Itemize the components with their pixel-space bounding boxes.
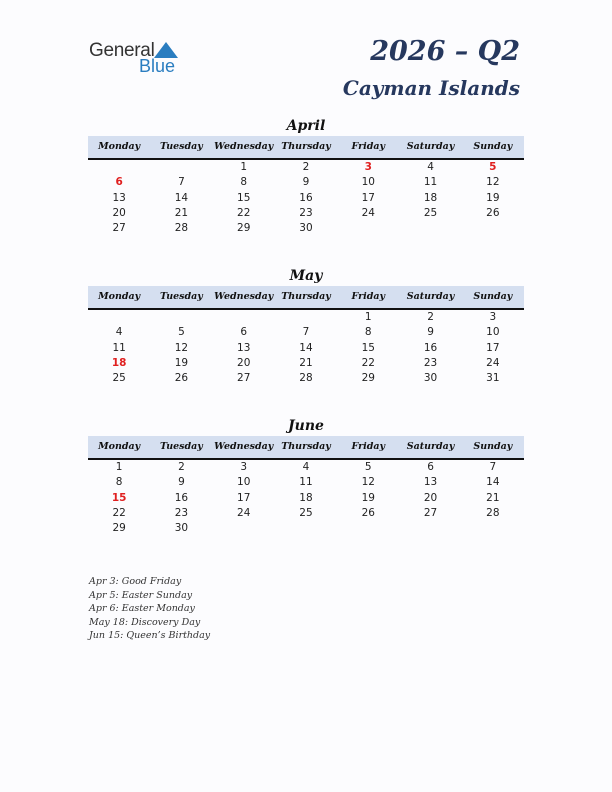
logo-text-blue: Blue: [139, 56, 176, 76]
logo-text-general: General: [89, 40, 155, 61]
day-cell: 16: [174, 491, 189, 504]
day-cell: 2: [302, 161, 310, 173]
day-cell: 24: [237, 506, 251, 519]
week-row: [88, 191, 524, 206]
day-cell: 3: [240, 461, 248, 473]
day-cell: 20: [237, 356, 251, 369]
holiday-note: Apr 3: Good Friday: [89, 576, 182, 587]
country-title: Cayman Islands: [342, 76, 520, 100]
day-cell: 26: [174, 372, 189, 385]
day-cell: 10: [486, 326, 500, 339]
weekday-label: Saturday: [406, 291, 455, 302]
day-cell: 9: [178, 476, 185, 489]
day-cell: 7: [302, 326, 310, 339]
holiday-note: Jun 15: Queen’s Birthday: [89, 630, 211, 642]
day-cell: 7: [178, 176, 185, 189]
day-cell: 30: [423, 372, 438, 385]
day-cell: 11: [112, 341, 126, 354]
day-cell: 17: [361, 191, 375, 204]
week-row: [88, 310, 524, 325]
day-cell: [88, 160, 150, 175]
day-cell: 4: [115, 326, 123, 339]
day-cell: 27: [112, 222, 126, 235]
day-cell: [275, 521, 337, 536]
month-block: [88, 416, 524, 536]
day-cell: 15: [361, 341, 375, 354]
week-row: [88, 175, 524, 190]
holiday-day-cell: 15: [111, 491, 127, 504]
day-cell: 19: [361, 491, 375, 504]
day-cell: 29: [361, 372, 375, 385]
weekday-label: Tuesday: [160, 141, 203, 152]
day-cell: [462, 221, 524, 236]
weekday-label: Thursday: [281, 291, 331, 302]
week-row: [88, 521, 524, 536]
day-cell: [399, 221, 461, 236]
weekday-header-row: [88, 136, 524, 160]
day-cell: 27: [237, 372, 251, 385]
day-cell: 21: [299, 356, 313, 369]
week-row: [88, 325, 524, 340]
day-cell: 12: [361, 476, 375, 489]
holiday-note: May 18: Discovery Day: [89, 616, 201, 628]
week-row: [88, 491, 524, 506]
day-cell: 18: [423, 191, 438, 204]
day-cell: 18: [299, 491, 313, 504]
holiday-notes: [89, 575, 210, 643]
month-name: April: [286, 118, 326, 134]
weekday-label: Wednesday: [214, 291, 274, 302]
day-cell: 1: [240, 161, 248, 173]
week-row: [88, 475, 524, 490]
day-cell: [150, 160, 212, 175]
day-cell: 11: [423, 176, 438, 189]
day-cell: 23: [174, 506, 189, 519]
day-cell: 11: [299, 476, 313, 489]
day-cell: 23: [299, 206, 313, 219]
day-cell: 16: [423, 341, 438, 354]
weekday-label: Sunday: [473, 441, 513, 452]
day-cell: 28: [486, 506, 500, 519]
day-cell: 31: [486, 372, 500, 385]
day-cell: 28: [174, 222, 189, 235]
day-cell: 28: [299, 372, 313, 385]
day-cell: 12: [174, 341, 189, 354]
day-cell: 25: [299, 506, 313, 519]
day-cell: 26: [486, 206, 500, 219]
weekday-label: Wednesday: [214, 141, 274, 152]
weekday-label: Tuesday: [160, 291, 203, 302]
day-cell: 4: [302, 461, 310, 473]
weekday-label: Friday: [351, 441, 386, 452]
day-cell: 29: [112, 522, 126, 535]
day-cell: 9: [427, 326, 434, 339]
weekday-label: Wednesday: [214, 441, 274, 452]
day-cell: 22: [361, 356, 375, 369]
weekday-label: Monday: [98, 291, 141, 302]
day-cell: 14: [174, 191, 189, 204]
week-row: [88, 356, 524, 371]
day-cell: 20: [423, 491, 438, 504]
weekday-header-row: [88, 286, 524, 310]
holiday-day-cell: 18: [111, 356, 127, 369]
day-cell: 19: [174, 356, 189, 369]
day-cell: 14: [299, 341, 313, 354]
day-cell: 16: [299, 191, 313, 204]
day-cell: 6: [427, 461, 434, 473]
day-cell: 8: [115, 476, 123, 489]
day-cell: [399, 521, 461, 536]
day-cell: 24: [486, 356, 500, 369]
period-title: 2026 – Q2: [370, 36, 520, 67]
generalblue-logo: [89, 40, 189, 76]
day-cell: 5: [178, 326, 185, 339]
week-row: [88, 160, 524, 175]
week-row: [88, 506, 524, 521]
weekday-label: Monday: [98, 441, 141, 452]
day-cell: 29: [237, 222, 251, 235]
week-row: [88, 371, 524, 386]
month-block: [88, 116, 524, 236]
day-cell: 8: [240, 176, 248, 189]
day-cell: 25: [112, 372, 126, 385]
day-cell: 26: [361, 506, 375, 519]
day-cell: [213, 521, 275, 536]
day-cell: 6: [240, 326, 248, 339]
day-cell: 3: [489, 311, 497, 323]
week-row: [88, 221, 524, 236]
day-cell: 30: [299, 222, 313, 235]
weekday-label: Monday: [98, 141, 141, 152]
day-cell: 13: [237, 341, 251, 354]
weekday-label: Friday: [351, 141, 386, 152]
weekday-label: Thursday: [281, 141, 331, 152]
weekday-label: Tuesday: [160, 441, 203, 452]
day-cell: [213, 310, 275, 325]
holiday-day-cell: 5: [489, 161, 497, 173]
day-cell: [337, 221, 399, 236]
weekday-label: Sunday: [473, 291, 513, 302]
weekday-label: Sunday: [473, 141, 513, 152]
day-cell: [275, 310, 337, 325]
day-cell: 27: [423, 506, 438, 519]
week-row: [88, 460, 524, 475]
day-cell: 15: [237, 191, 251, 204]
day-cell: 8: [364, 326, 372, 339]
day-cell: 7: [489, 461, 497, 473]
day-cell: 13: [423, 476, 438, 489]
week-row: [88, 206, 524, 221]
day-cell: 2: [427, 311, 434, 323]
day-cell: 17: [486, 341, 500, 354]
day-cell: 22: [112, 506, 126, 519]
day-cell: 13: [112, 191, 126, 204]
day-cell: 19: [486, 191, 500, 204]
weekday-label: Saturday: [406, 441, 455, 452]
day-cell: 22: [237, 206, 251, 219]
day-cell: [150, 310, 212, 325]
day-cell: 4: [427, 161, 434, 173]
holiday-day-cell: 6: [115, 176, 123, 189]
day-cell: 14: [486, 476, 500, 489]
day-cell: 1: [364, 311, 372, 323]
weekday-label: Friday: [351, 291, 386, 302]
day-cell: 23: [423, 356, 438, 369]
holiday-note: Apr 6: Easter Monday: [89, 603, 195, 615]
day-cell: 20: [112, 206, 126, 219]
day-cell: 21: [486, 491, 500, 504]
day-cell: 5: [364, 461, 372, 473]
day-cell: [88, 310, 150, 325]
month-name: June: [288, 418, 324, 434]
month-name: May: [289, 268, 323, 284]
weekday-label: Thursday: [281, 441, 331, 452]
day-cell: 12: [486, 176, 500, 189]
day-cell: [337, 521, 399, 536]
holiday-day-cell: 3: [364, 161, 372, 173]
weekday-label: Saturday: [406, 141, 455, 152]
day-cell: 21: [174, 206, 189, 219]
month-block: [88, 266, 524, 386]
day-cell: 24: [361, 206, 375, 219]
day-cell: 30: [174, 522, 189, 535]
holiday-note: Apr 5: Easter Sunday: [89, 589, 193, 601]
day-cell: 9: [302, 176, 310, 189]
day-cell: [462, 521, 524, 536]
day-cell: 25: [423, 206, 438, 219]
day-cell: 17: [237, 491, 251, 504]
day-cell: 10: [237, 476, 251, 489]
day-cell: 10: [361, 176, 375, 189]
day-cell: 1: [115, 461, 123, 473]
weekday-header-row: [88, 436, 524, 460]
week-row: [88, 341, 524, 356]
day-cell: 2: [178, 461, 185, 473]
